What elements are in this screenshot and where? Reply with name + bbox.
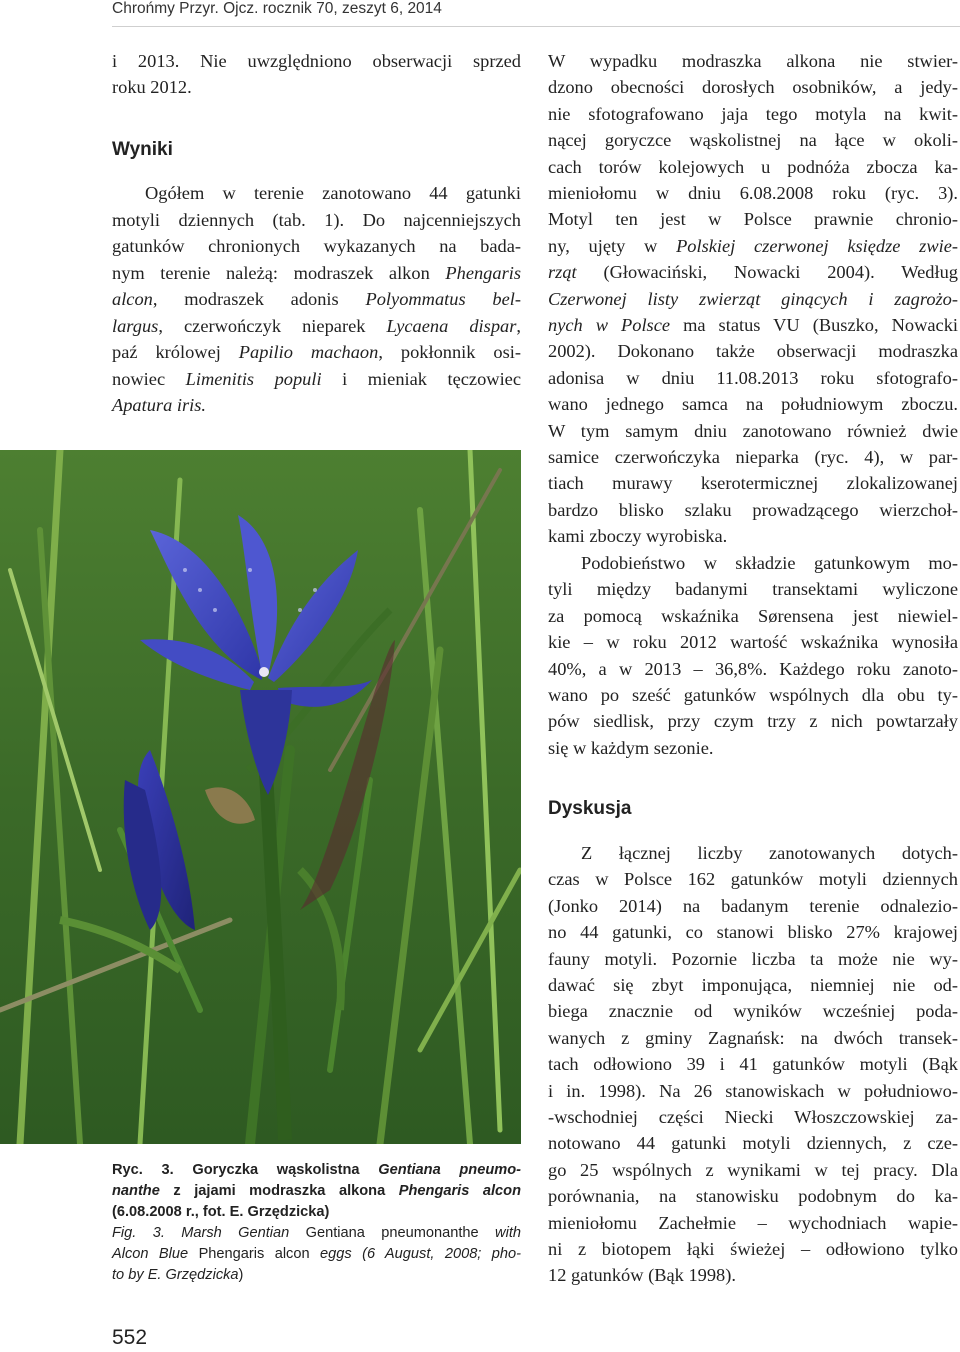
text: (Głowaciński, Nowacki 2004). Według <box>576 262 958 283</box>
right-p1-line <box>548 127 958 153</box>
text: adonisa w dniu 11.08.2013 roku sfotografo- <box>548 367 958 388</box>
intro-line: i 2013. Nie uwzględniono obserwacji sprzed <box>112 51 521 71</box>
text: nącej goryczce wąskolistnej na łące w okoli- <box>548 130 958 151</box>
italic-text: eggs (6 August, 2008; pho- <box>309 1246 521 1262</box>
italic-text: alcon <box>112 289 153 309</box>
right-p1-line <box>548 338 958 364</box>
text: pów siedlisk, przy czym trzy z nich powtarzały <box>548 711 958 732</box>
text: 40%, a w 2013 – 36,8%. Każdego roku zanoto- <box>548 658 958 679</box>
italic-text: Apatura iris. <box>112 395 207 415</box>
text: ni z biotopem łąki świeżej – odłowiono tylko <box>548 1239 958 1259</box>
right-p1-line <box>548 286 958 312</box>
italic-text: Polyommatus bel- <box>365 289 521 309</box>
italic-text: Papilio machaon <box>238 342 379 362</box>
right-p1-line <box>548 259 958 285</box>
text: fauny motyli. Pozornie liczba ta może nie wy- <box>548 948 958 969</box>
text: Ogółem w terenie zanotowano 44 gatunki <box>145 183 521 203</box>
discussion-line <box>548 1262 958 1288</box>
text: no 44 gatunki, co stanowi blisko 27% krajowej <box>548 922 958 943</box>
discussion-line <box>548 946 958 972</box>
discussion-line <box>548 1104 958 1130</box>
text: wano po sześć gatunków wspólnych dla obu ty- <box>548 685 958 705</box>
text: (Jonko 2014) na badanym terenie odnalezio- <box>548 895 958 916</box>
right-p1-line <box>548 444 958 470</box>
text: Gentiana pneumonanthe <box>305 1225 479 1241</box>
caption-en-line <box>112 1244 521 1265</box>
italic-text: Phengaris alcon <box>398 1183 521 1199</box>
text: dzono obecności dorosłych osobników, a jedy- <box>548 77 958 98</box>
right-p1-line <box>548 365 958 391</box>
right-p1-line <box>548 180 958 206</box>
text: gatunków chronionych wykazanych na bada- <box>112 236 521 256</box>
text: biega znacznie od wyników wcześniej poda- <box>548 1001 958 1022</box>
discussion-line <box>548 1078 958 1104</box>
italic-text: Limenitis populi <box>185 368 322 389</box>
caption-en-line <box>112 1265 521 1286</box>
right-p2-line <box>548 576 958 602</box>
italic-text: nanthe <box>112 1183 160 1199</box>
text: ma status VU (Buszko, Nowacki <box>670 315 959 335</box>
discussion-line <box>548 1210 958 1236</box>
discussion-line <box>548 1236 958 1262</box>
intro-line: roku 2012. <box>112 77 192 97</box>
page-number: 552 <box>112 1326 148 1349</box>
text: się w każdym sezonie. <box>548 737 714 758</box>
discussion-line <box>548 1025 958 1051</box>
text: ny, ujęty w <box>548 235 677 256</box>
text: (6.08.2008 r., fot. E. Grzędzicka) <box>112 1204 330 1220</box>
results-line <box>112 392 521 418</box>
text: tiach murawy kserotermicznej zlokalizowanej <box>548 473 958 494</box>
text: wano jednego samca na południowym zboczu. <box>548 394 958 415</box>
right-p1-line <box>548 418 958 444</box>
discussion-line <box>548 840 958 866</box>
text: Podobieństwo w składzie gatunkowym mo- <box>581 553 958 573</box>
italic-text: Polskiej czerwonej księdze zwie- <box>676 235 959 256</box>
text: W tym samym dniu zanotowano również dwie <box>548 420 958 441</box>
text: i in. 1998). Na 26 stanowiskach w południowo- <box>548 1080 958 1101</box>
text: -wschodniej części Niecki Włoszczowskiej za- <box>548 1107 958 1127</box>
text: 2002). Dokonano także obserwacji modraszka <box>548 341 958 362</box>
right-p2-line <box>548 735 958 761</box>
text: nie sfotografowano jaja tego motyla na kwit- <box>548 103 958 124</box>
text: nowiec <box>112 368 186 389</box>
text: , czerwończyk nieparek <box>158 315 387 336</box>
caption-pl-line <box>112 1181 521 1202</box>
results-line <box>112 180 521 206</box>
right-p1-line <box>548 206 958 232</box>
right-p1-line <box>548 48 958 74</box>
right-p2-line <box>548 629 958 655</box>
text: 12 gatunków (Bąk 1998). <box>548 1265 736 1286</box>
figure-photo-gentian <box>0 450 521 1144</box>
discussion-line <box>548 1051 958 1077</box>
section-heading-discussion: Dyskusja <box>548 798 632 819</box>
text: paź królowej <box>112 342 239 362</box>
text: czas w Polsce 162 gatunków motyli dziennych <box>548 869 958 890</box>
right-p2-line <box>548 550 958 576</box>
discussion-line <box>548 1130 958 1156</box>
right-p1-line <box>548 391 958 417</box>
right-p1-line <box>548 233 958 259</box>
results-line <box>112 339 521 365</box>
text: ) <box>238 1267 244 1283</box>
discussion-line <box>548 998 958 1024</box>
caption-pl-line <box>112 1160 521 1181</box>
right-p1-line <box>548 74 958 100</box>
text: motyli dziennych (tab. 1). Do najcenniejszych <box>112 209 521 230</box>
text: dawać się zbyt imponująca, niemniej nie od- <box>548 975 958 995</box>
results-line <box>112 366 521 392</box>
italic-text: to by E. Grzędzicka <box>112 1267 239 1283</box>
right-p1-line <box>548 523 958 549</box>
text: mieniołomu Zachełmie – wychodniach wapie- <box>548 1212 958 1233</box>
right-p2-line <box>548 656 958 682</box>
italic-text: Lycaena dispar <box>386 315 517 336</box>
right-p2-line <box>548 708 958 734</box>
results-line <box>112 260 521 286</box>
text: porównania, na stanowisku podobnym do ka- <box>548 1186 958 1207</box>
gentian-flower-illustration <box>0 450 521 1144</box>
results-line <box>112 286 521 312</box>
italic-text: Czerwonej listy zwierząt ginących i zagrożo- <box>548 288 958 309</box>
text: cach torów kolejowych u podnóża zbocza ka- <box>548 156 958 177</box>
running-head: Chrońmy Przyr. Ojcz. rocznik 70, zeszyt 6, 2014 <box>112 0 442 17</box>
text: go 25 wspólnych z wynikami w tej pracy. Dla <box>548 1159 958 1180</box>
text: Ryc. 3. Goryczka wąskolistna <box>112 1162 379 1178</box>
text: Phengaris alcon <box>198 1246 310 1262</box>
text: kami zboczy wyrobiska. <box>548 526 728 547</box>
results-line <box>112 233 521 259</box>
header-rule <box>112 26 960 27</box>
right-p1-line <box>548 101 958 127</box>
right-p1-line <box>548 470 958 496</box>
text: za pomocą wskaźnika Sørensena jest niewiel- <box>548 605 958 626</box>
caption-en-line <box>112 1223 521 1244</box>
text: bardzo blisko szlaku prowadzącego wierzchoł- <box>548 499 958 520</box>
italic-text: nych w Polsce <box>548 315 671 335</box>
text: wanych z gminy Zagnańsk: na dwóch transek- <box>548 1027 958 1048</box>
text: kie – w roku 2012 wartość wskaźnika wynosiła <box>548 632 958 653</box>
text: Z łącznej liczby zanotowanych dotych- <box>581 843 958 863</box>
italic-text: Alcon Blue <box>112 1246 199 1262</box>
text: , <box>516 315 521 336</box>
italic-text: Fig. 3. Marsh Gentian <box>112 1225 306 1241</box>
text: , pokłonnik osi- <box>378 342 521 362</box>
italic-text: rząt <box>548 262 577 283</box>
text: , modraszek adonis <box>152 289 366 309</box>
results-line <box>112 313 521 339</box>
discussion-line <box>548 1157 958 1183</box>
italic-text: with <box>478 1225 521 1241</box>
text: tach odłowiono 39 i 41 gatunków motyli (Bąk <box>548 1054 958 1075</box>
discussion-line <box>548 1183 958 1209</box>
italic-text: Phengaris <box>445 262 521 283</box>
caption-pl-line <box>112 1202 521 1223</box>
right-p1-line <box>548 154 958 180</box>
italic-text: largus <box>112 315 159 336</box>
text: tyli między badanymi transektami wyliczone <box>548 579 958 600</box>
discussion-line <box>548 866 958 892</box>
discussion-line <box>548 972 958 998</box>
section-heading-results: Wyniki <box>112 139 173 160</box>
text: nym terenie należą: modraszek alkon <box>112 262 446 283</box>
right-p1-line <box>548 497 958 523</box>
results-line <box>112 207 521 233</box>
text: mieniołomu w dniu 6.08.2008 roku (ryc. 3). <box>548 183 958 203</box>
discussion-line <box>548 919 958 945</box>
right-p1-line <box>548 312 958 338</box>
text: Motyl ten jest w Polsce prawnie chronio- <box>548 209 958 230</box>
text: samice czerwończyka nieparka (ryc. 4), w par- <box>548 447 958 467</box>
text: notowano 44 gatunki motyli dziennych, z cze- <box>548 1133 958 1154</box>
italic-text: Gentiana pneumo- <box>378 1162 522 1178</box>
right-p2-line <box>548 603 958 629</box>
text: z jajami modraszka alkona <box>159 1183 399 1199</box>
text: i mieniak tęczowiec <box>321 368 521 389</box>
discussion-line <box>548 893 958 919</box>
text: W wypadku modraszka alkona nie stwier- <box>548 51 958 71</box>
right-p2-line <box>548 682 958 708</box>
